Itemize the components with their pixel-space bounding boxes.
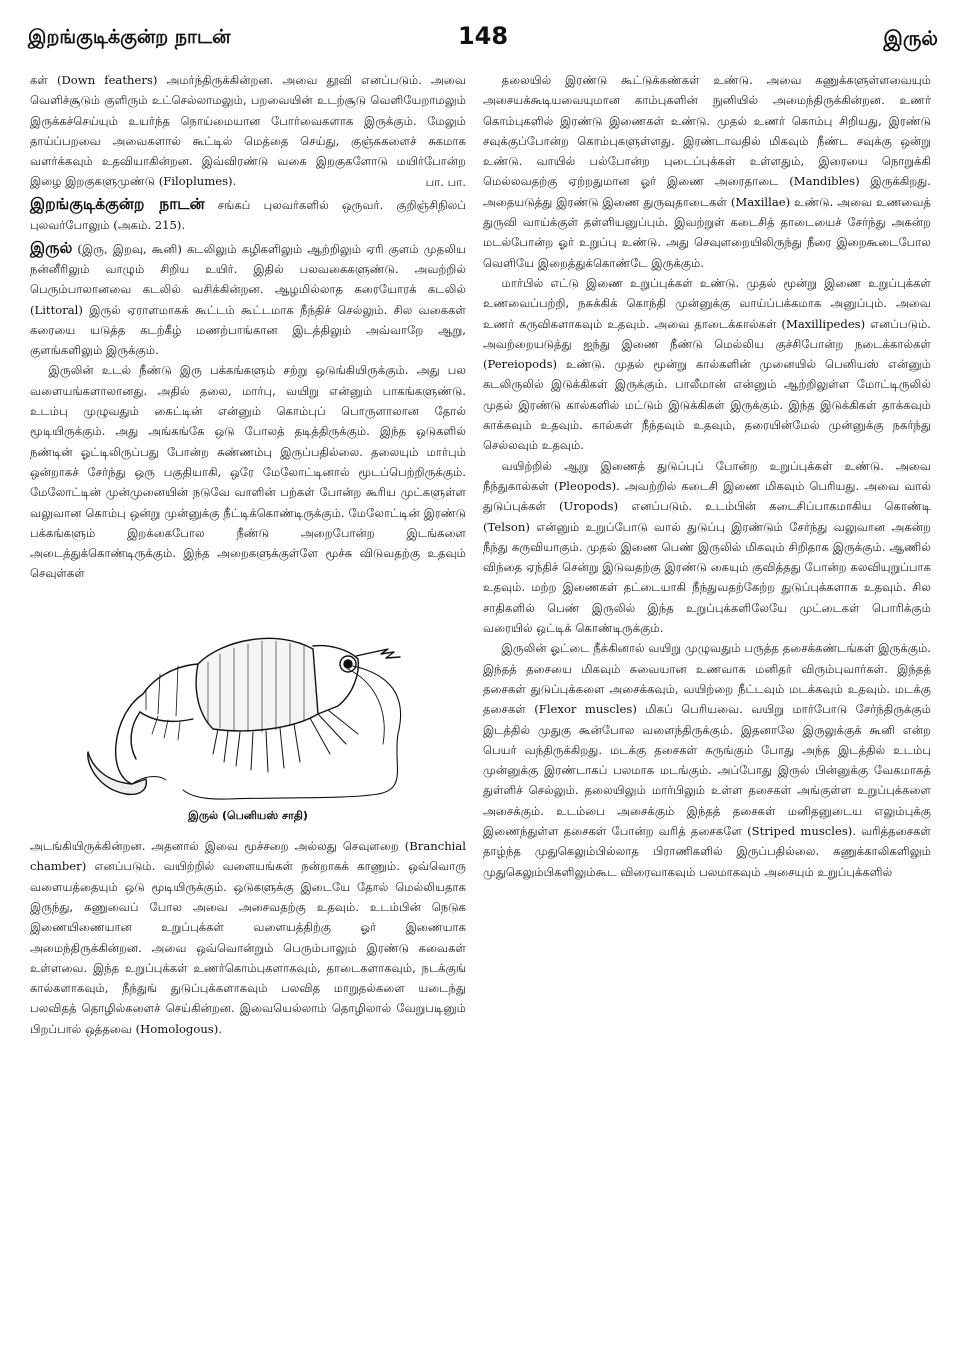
paragraph: இருலின் உடல் நீண்டு இரு பக்கங்களும் சற்று ஒடுங்கியிருக்கும். அது பல வளையங்களாலானது. அதில் தலை, மார்பு, வயிறு என்னும் பாகங்களுண்டு. உடம்பு முழுவதும் கைட்டின் என்னும் கொம்புப் பொருளாலான தோல் மூடியிருக்கும். அது அங்கங்கே ஒடு போலத் தடித்திருக்கும். இந்த ஒடுகளில் நண்டின் ஓட்டிலிருப்பது போன்ற சுண்ணம்பு இருப்பதில்லை. தலையும் மார்பும் ஒன்றாகச் சேர்ந்து ஒரு பகுதியாகி, ஒரே மேலோட்டினால் மூடப்பெற்றிருக்கும். மேலோட்டின் முன்முனையின் நடுவே வாளின் பற்கள் போன்ற கூரிய முட்களுள்ள வலுவான கொம்பு ஒன்று முன்னுக்கு நீட்டிக்கொண்டிருக்கும். மேலோட்டின் இரண்டு பக்கங்களும் இறக்கைபோல நீண்டு அறைபோன்ற இடங்களை அடைத்துக்கொண்டிருக்கும். இந்த அறைகளுக்குள்ளே மூச்சு விடுவதற்கு உதவும் செவுள்கள் (30, 363, 466, 581)
paragraph: கள் (Down feathers) அமர்ந்திருக்கின்றன. அவை தூவி எனப்படும். அவை வெளிச்சூடும் குளிரும் உட்செல்லாமலும், பறவையின் உடற்சூடு வெளியேறாமலும் இருக்கச்செய்யும் உயர்ந்த நொய்மையான போர்வைகளாக இருக்கும். மேலும் தாய்ப்பறவை அவைகளால் கூட்டில் மெத்தை செய்து, குஞ்சுகளைச் சுகமாக வளர்க்கவும் உதவியாகின்றன. இவ்விரண்டு வகை இறகுகளோடு மயிர்போன்ற இழை இறகுகளுமுண்டு (Filoplumes). (30, 73, 466, 189)
paragraph: அடங்கியிருக்கின்றன. அதனால் இவை மூச்சறை அல்லது செவுளறை (Branchial chamber) எனப்படும். வயிற்றில் வளையங்கள் நன்றாகக் காணும். ஒவ்வொரு வளையத்தையும் ஒடு மூடியிருக்கும். ஒடுகளுக்கு இடையே தோல் மெல்லியதாக இருந்து, கணுவைப் போல அவை அசைவதற்கு உதவும். உடம்பின் நெடுக இணையிணையான உறுப்புக்கள் வளையத்திற்கு ஓர் இணையாக அமைந்திருக்கின்றன. அவை ஒவ்வொன்றும் பெரும்பாலும் இரண்டு கவைகள் உள்ளவை. இந்த உறுப்புக்கள் உணர்கொம்புகளாகவும், தாடைகளாகவும், நடக்குங் கால்களாகவும், நீந்துங் துடுப்புக்களாகவும் பலவித மாறுதல்களை யடைந்து பலவிதத் தொழில்களைச் செய்கின்றன. இவையெல்லாம் தொழிலால் வேறுபடினும் பிறப்பால் ஒத்தவை (Homologous). (30, 839, 466, 1036)
paragraph: இருலின் ஓட்டை நீக்கினால் வயிறு முழுவதும் பருத்த தசைக்கண்டங்கள் இருக்கும். இந்தத் தசையை மிகவும் சுவையான உணவாக மனிதர் விரும்புவார்கள். இந்தத் தசைகள் துடுப்புக்களை அசைக்கவும், வயிற்றை நீட்டவும் மடக்கவும் உதவும். மடக்கு தசைகள் (Flexor muscles) மிகப் பெரியவை. வயிறு மார்போடு சேர்ந்திருக்கும் இடத்தில் முதுகு கூன்போல வளைந்திருக்கும். இதனாலே இருலுக்குக் கூனி என்ற பெயர் வந்திருக்கிறது. மடக்கு தசைகள் சுருங்கும் போது அந்த இடத்தில் உடம்பு முன்னுக்கு இரண்டாகப் பலமாக மடங்கும். அப்போது இருல் பின்னுக்கு வேகமாகத் துள்ளிச் செல்லும். தலையிலும் மார்பிலும் உள்ள தசைகள் அங்குள்ள உறுப்புக்களை அசைக்கும். உடம்பை அசைக்கும் இந்தத் தசைகள் மனிதனுடைய எலும்புக்கு இணைந்துள்ள தசைகள் போன்ற வரித் தசைகளே (Striped muscles). வரித்தசைகள் தாழ்ந்த முதுகெலும்பில்லாத பிராணிகளில் இருப்பதில்லை. கணுக்காலிகளிலும் முதுகெலும்பிகளிலும்கூட விரைவாகவும் பலமாகவும் அசையும் உறுப்புக்களில் (483, 641, 931, 879)
entry-headword: இறங்குடிக்குன்ற நாடன் (30, 195, 205, 214)
entry-text: சங்கப் புலவர்களில் ஒருவர். குறிஞ்சிநிலப் புலவர்போலும் (அகம். 215). (30, 198, 466, 233)
entry-irul (30, 238, 466, 361)
page-number: 148 (457, 22, 509, 50)
entry-headword: இருல் (30, 238, 73, 257)
shrimp-illustration-icon (48, 594, 448, 804)
header-right-title: இருல் (883, 26, 938, 50)
left-column (30, 70, 466, 1039)
right-column (483, 70, 931, 882)
running-header (28, 22, 938, 52)
figure-caption: இருல் (பெனியஸ் சாதி) (188, 808, 308, 822)
paragraph: மார்பில் எட்டு இணை உறுப்புக்கள் உண்டு. முதல் மூன்று இணை உறுப்புக்கள் உணவைப்பற்றி, நசுக்கிக் கொந்தி முன்னுக்கு வாய்ப்பக்கமாக அனுப்பும். அவை உணர் கருவிகளாகவும் உதவும். அவை தாடைக்கால்கள் (Maxillipedes) எனப்படும். அவற்றையடுத்து ஐந்து இணை நீண்டு மெல்லிய குச்சிபோன்ற நடைக்கால்கள் (Pereiopods) உண்டு. முதல் மூன்று கால்களின் முனையில் பெனியஸ் என்னும் கடலிருலில் இடுக்கிகள் இருக்கும். பாலீமான் என்னும் ஆற்றிலுள்ள மோட்டிருலில் முதல் இரண்டு கால்களில் மட்டும் இடுக்கிகள் இருக்கும். இந்த இடுக்கிகள் தாக்கவும் காக்கவும் உதவும். கால்கள் நீந்தவும் உதவும், தரையின்மேல் முன்னுக்கு நகர்ந்து செல்லவும் உதவும். (483, 275, 931, 453)
header-left-title: இறங்குடிக்குன்ற நாடன் (28, 26, 231, 48)
shrimp-figure (30, 594, 466, 826)
paragraph: வயிற்றில் ஆறு இணைத் துடுப்புப் போன்ற உறுப்புக்கள் உண்டு. அவை நீந்துகால்கள் (Pleopods). அவற்றில் கடைசி இணை மிகவும் பெரியது. அவை வால் துடுப்புக்கள் (Uropods) எனப்படும். உடம்பின் கடைசிப்பாகமாகிய கொண்டி (Telson) என்னும் உறுப்போடு வால் துடுப்பு இரண்டும் சேர்ந்து வலுவான அகன்ற நீந்து கருவியாகும். முதல் இணை பெண் இருலில் மிகவும் சிறிதாக இருக்கும். ஆணில் விந்தை ஏந்திச் சென்று இடுவதற்கு இரண்டு கையும் குவித்தது போன்ற கலவியுறுப்பாக உதவும். மற்ற இணைகள் தட்டையாகி நீந்துவதற்கேற்ற துடுப்புக்களாக உதவும். சில சாதிகளில் பெண் இருலில் இந்த உறுப்புக்களிலேயே முட்டைகள் பொரிக்கும் வரையில் ஒட்டிக் கொண்டிருக்கும். (483, 458, 931, 636)
author-credit: பா. பா. (425, 174, 466, 189)
paragraph: தலையில் இரண்டு கூட்டுக்கண்கள் உண்டு. அவை கணுக்களுள்ளவையும் அசையக்கூடியவையுமான காம்புகளின் நுனியில் அமைந்திருக்கின்றன. உணர் கொம்புகளில் இரண்டு இணைகள் உண்டு. முதல் உணர் கொம்பு சிறியது, இரண்டு சவுக்குப்போன்ற கொம்புகளுள்ளது. இரண்டாவதில் மிகவும் நீண்ட சவுக்கு ஒன்று உண்டு. வாயில் பல்போன்ற புடைப்புக்கள் உள்ளதும், இரையை நொறுக்கி மெல்லவதற்கு ஏற்றதுமான ஓர் இணை அரைதாடை (Mandibles) இருக்கிறது. அதையடுத்து இரண்டு இணை துருவுதாடைகள் (Maxillae) உண்டு. அவை உணவைத் துருவி வாய்க்குள் தள்ளியனுப்பும். இவற்றுள் கடைசித் தாடையைச் சேர்ந்து அகன்ற மடல்போன்ற ஓர் உறுப்பு உண்டு. அது செவுளறையிலிருந்து நீரை இறைகூடைபோல வெளியே இறைத்துக்கொண்டே இருக்கும். (483, 73, 931, 270)
entry-text: (இரு, இறவு, கூனி) கடலிலும் கழிகளிலும் ஆற்றிலும் ஏரி குளம் முதலிய நன்னீரிலும் வாழும் சிறிய உயிர். இதில் பலவகைகளுண்டு. அவற்றில் பெரும்பாலானவை கடலில் வசிக்கின்றன. ஆழமில்லாத கரையோரக் கடலில் (Littoral) இருல் ஏராளமாகக் கூட்டம் கூட்டமாக நீந்திச் செல்லும். சில வகைகள் கரையை யடுத்த கடற்கீழ் மணற்பாங்கான இடத்திலும் அவ்வாறே ஆறு, குளங்களிலும் இருக்கும். (30, 241, 466, 358)
entry-irangudikundra-nadan (30, 194, 466, 236)
